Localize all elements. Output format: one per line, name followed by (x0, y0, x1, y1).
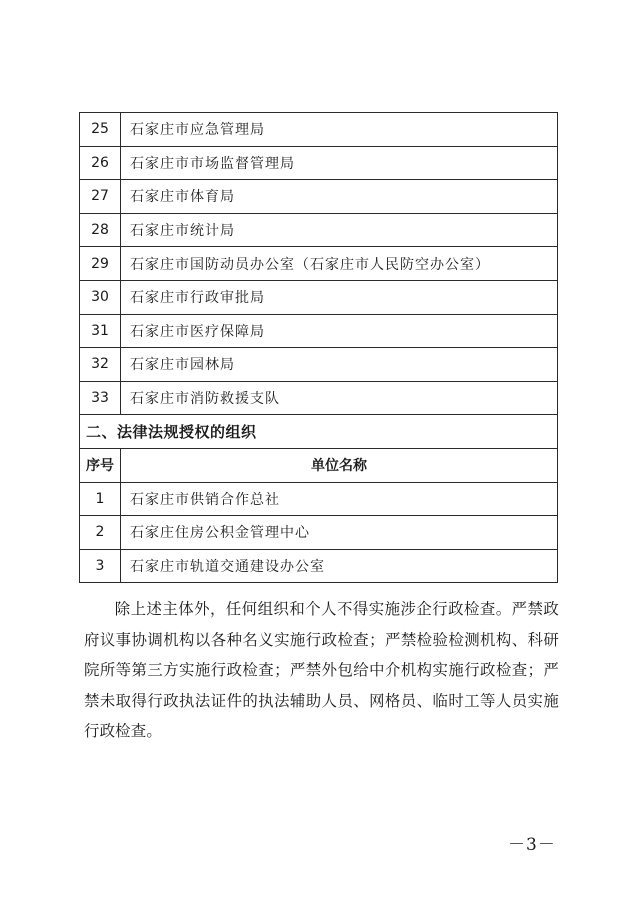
row-number: 3 (80, 549, 121, 583)
unit-name: 石家庄住房公积金管理中心 (121, 516, 558, 550)
row-number: 30 (80, 280, 121, 314)
row-number: 32 (80, 348, 121, 382)
table-row (80, 482, 558, 516)
unit-name: 石家庄市轨道交通建设办公室 (121, 549, 558, 583)
row-number: 27 (80, 180, 121, 214)
unit-name: 石家庄市体育局 (121, 180, 558, 214)
table-row (80, 381, 558, 415)
unit-name: 石家庄市应急管理局 (121, 113, 558, 147)
unit-name: 石家庄市行政审批局 (121, 280, 558, 314)
unit-name: 石家庄市医疗保障局 (121, 314, 558, 348)
unit-name: 石家庄市市场监督管理局 (121, 146, 558, 180)
row-number: 29 (80, 247, 121, 281)
row-number: 33 (80, 381, 121, 415)
table-row (80, 146, 558, 180)
table-row (80, 549, 558, 583)
row-number: 26 (80, 146, 121, 180)
column-header-number: 序号 (80, 448, 121, 482)
table-row (80, 314, 558, 348)
unit-name: 石家庄市消防救援支队 (121, 381, 558, 415)
unit-name: 石家庄市园林局 (121, 348, 558, 382)
table-row (80, 348, 558, 382)
unit-name: 石家庄市供销合作总社 (121, 482, 558, 516)
unit-name: 石家庄市国防动员办公室（石家庄市人民防空办公室） (121, 247, 558, 281)
page-number: －3－ (508, 835, 556, 855)
unit-name: 石家庄市统计局 (121, 213, 558, 247)
row-number: 1 (80, 482, 121, 516)
body-paragraph: 除上述主体外，任何组织和个人不得实施涉企行政检查。严禁政府议事协调机构以各种名义实施行政检查；严禁检验检测机构、科研院所等第三方实施行政检查；严禁外包给中介机构实施行政检查；严禁未取得行政执法证件的执法辅助人员、网格员、临时工等人员实施行政检查。 (84, 600, 559, 740)
table-row (80, 280, 558, 314)
row-number: 28 (80, 213, 121, 247)
row-number: 2 (80, 516, 121, 550)
table-row (80, 180, 558, 214)
table-row (80, 516, 558, 550)
section-row (80, 415, 558, 449)
row-number: 25 (80, 113, 121, 147)
section-title: 二、法律法规授权的组织 (80, 415, 558, 449)
table-row (80, 213, 558, 247)
column-header-name: 单位名称 (121, 448, 558, 482)
organization-table (79, 112, 558, 583)
header-row (80, 448, 558, 482)
table-row (80, 113, 558, 147)
row-number: 31 (80, 314, 121, 348)
table-row (80, 247, 558, 281)
